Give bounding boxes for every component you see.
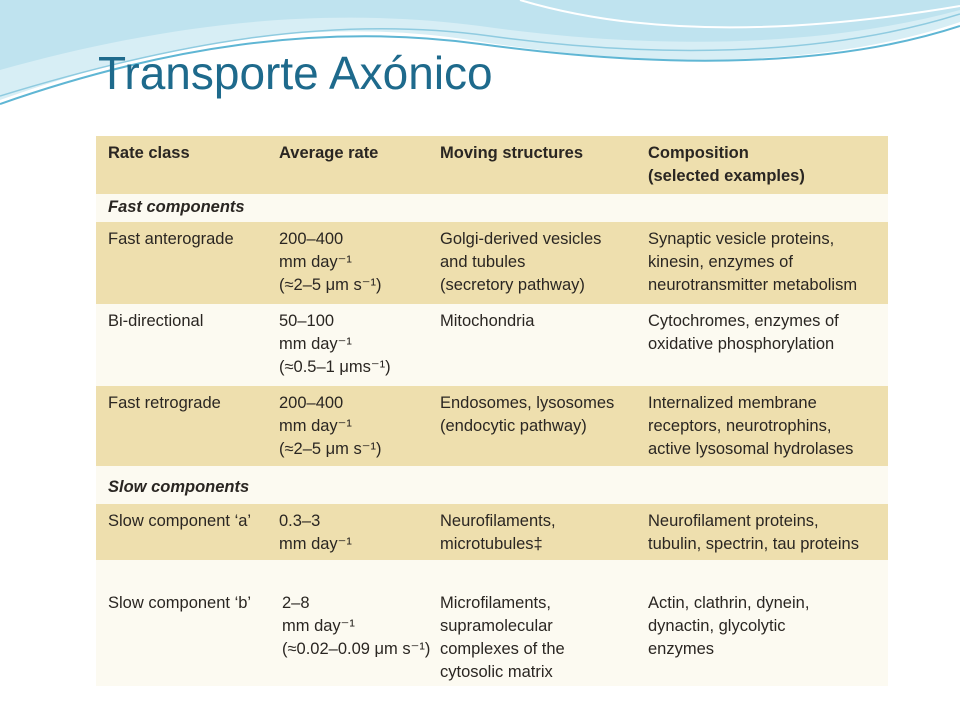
group-label-slow: Slow components: [108, 478, 250, 496]
axonal-transport-table: [96, 136, 888, 686]
group-label-fast: Fast components: [108, 198, 245, 216]
cell-rate-class: Slow component ‘b’: [108, 594, 252, 612]
cell-composition: Synaptic vesicle proteins, kinesin, enzymes of neurotransmitter metabolism: [648, 230, 858, 294]
group-label-row-fast: [96, 194, 888, 222]
header-composition: Composition (selected examples): [648, 144, 805, 185]
cell-composition: Actin, clathrin, dynein, dynactin, glycolytic enzymes: [648, 594, 810, 658]
cell-rate-class: Fast retrograde: [108, 394, 221, 412]
header-average-rate: Average rate: [279, 144, 379, 162]
cell-average-rate: 50–100 mm day⁻¹ (≈0.5–1 μms⁻¹): [279, 312, 391, 376]
cell-moving-structures: Mitochondria: [440, 312, 535, 330]
slide-title: Transporte Axónico: [98, 47, 493, 99]
cell-composition: Internalized membrane receptors, neurotrophins, active lysosomal hydrolases: [648, 394, 854, 458]
table-row: [96, 386, 888, 466]
cell-composition: Cytochromes, enzymes of oxidative phosphorylation: [648, 312, 839, 353]
table-row: [96, 560, 888, 686]
cell-moving-structures: Neurofilaments, microtubules‡: [440, 512, 556, 553]
table-header-row: [96, 136, 888, 194]
table-row: [96, 304, 888, 386]
cell-moving-structures: Endosomes, lysosomes (endocytic pathway): [440, 394, 615, 435]
group-label-row-slow: [96, 466, 888, 504]
cell-composition: Neurofilament proteins, tubulin, spectrin, tau proteins: [648, 512, 859, 553]
cell-average-rate: 200–400 mm day⁻¹ (≈2–5 μm s⁻¹): [279, 394, 382, 458]
cell-moving-structures: Microfilaments, supramolecular complexes of the cytosolic matrix: [440, 594, 565, 681]
cell-rate-class: Fast anterograde: [108, 230, 234, 248]
header-rate-class: Rate class: [108, 144, 190, 162]
cell-rate-class: Bi-directional: [108, 312, 204, 330]
cell-moving-structures: Golgi-derived vesicles and tubules (secretory pathway): [440, 230, 602, 294]
table-row: [96, 504, 888, 560]
table-row: [96, 222, 888, 304]
cell-average-rate: 0.3–3 mm day⁻¹: [279, 512, 352, 553]
cell-average-rate: 200–400 mm day⁻¹ (≈2–5 μm s⁻¹): [279, 230, 382, 294]
cell-average-rate: 2–8 mm day⁻¹ (≈0.02–0.09 μm s⁻¹): [282, 594, 431, 658]
header-moving-structures: Moving structures: [440, 144, 584, 162]
cell-rate-class: Slow component ‘a’: [108, 512, 252, 530]
